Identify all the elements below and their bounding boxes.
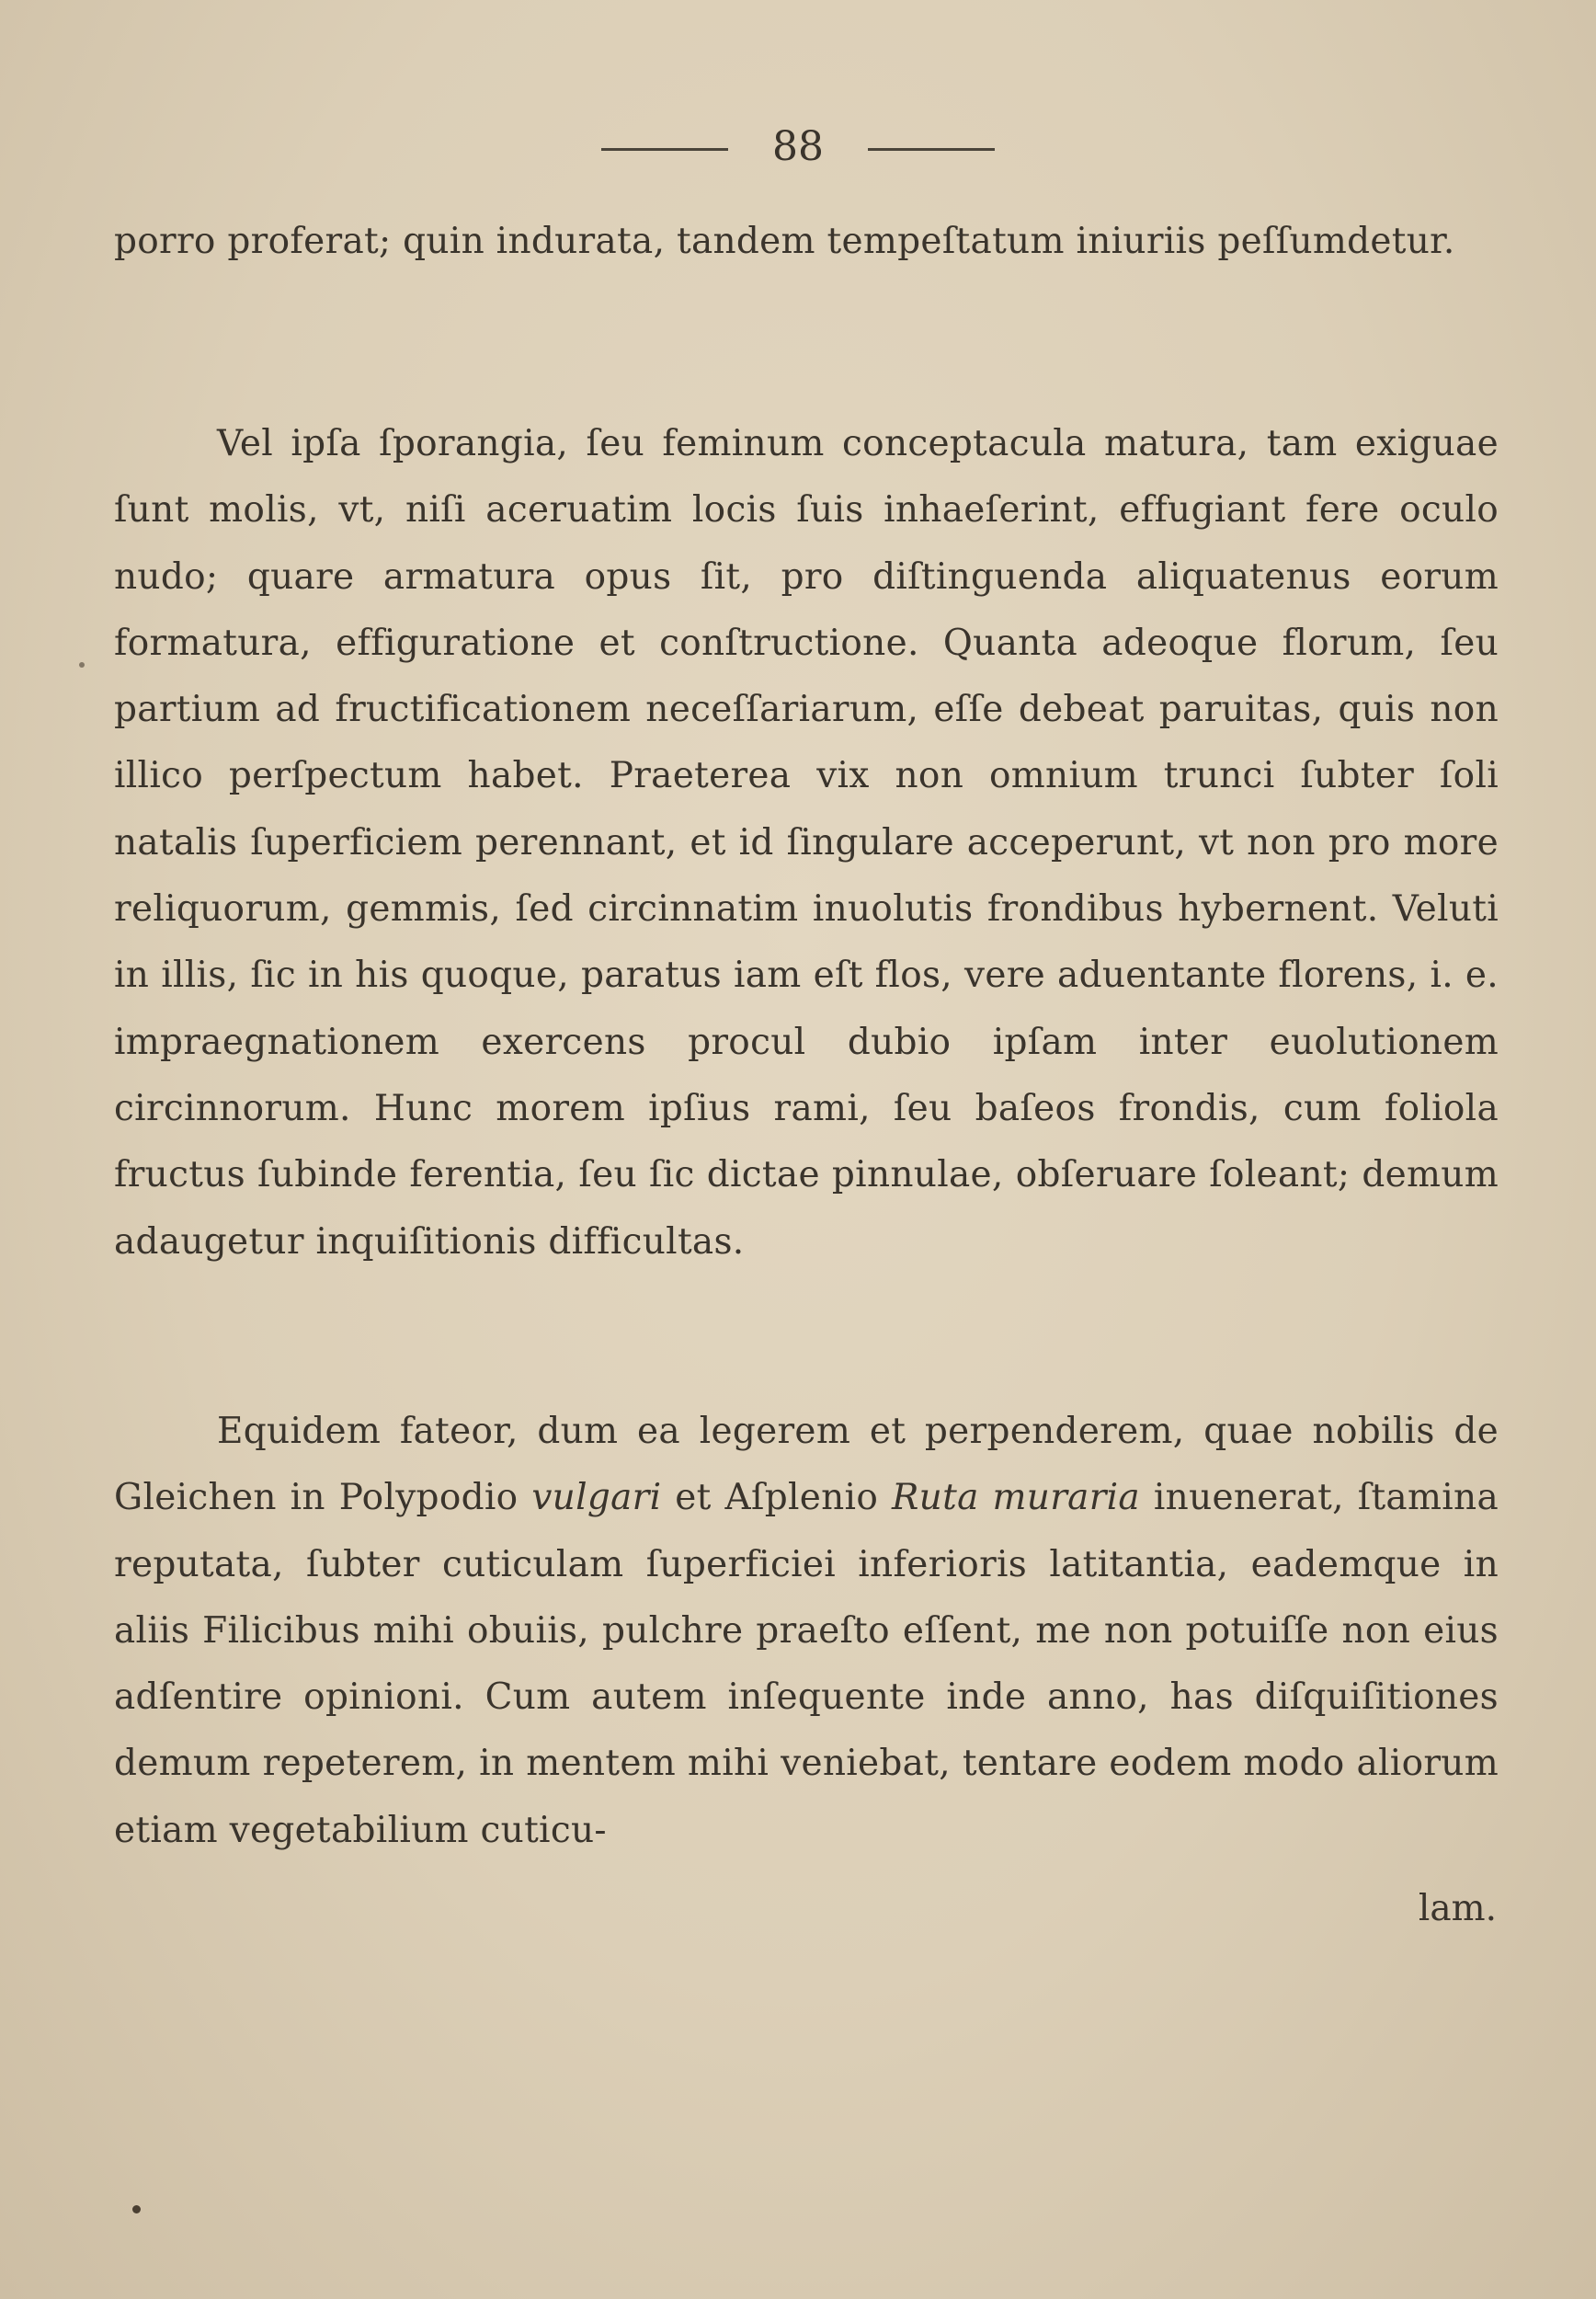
foxing-spot [79, 662, 85, 668]
header-rule-right [868, 148, 995, 151]
catchword: lam. [1418, 1888, 1497, 1929]
header-rule-left [601, 148, 728, 151]
paragraph-sporangia [114, 411, 1499, 1275]
page-number: 88 [772, 123, 824, 170]
paragraph-text-middle: et Aſplenio [661, 1477, 893, 1519]
species-name-vulgari: vulgari [531, 1477, 662, 1519]
page-header [0, 118, 1596, 177]
paragraph-gleichen [114, 1399, 1499, 1864]
paragraph-text: Vel ipſa ſporangia, ſeu feminum conceptacula matura, tam exiguae ſunt molis, vt, niſi aceruatim locis ſuis inhaeſerint, effugiant fere oculo nudo; quare armatura opus ſit, pro diſtinguenda aliquatenus eorum formatura, effiguratione et conſtructione. Quanta adeoque florum, ſeu partium ad fructificationem neceſſariarum, eſſe debeat paruitas, quis non illico perſpectum habet. Praeterea vix non omnium trunci ſubter ſoli natalis ſuperficiem perennant, et id ſingulare acceperunt, vt non pro more reliquorum, gemmis, ſed circinnatim inuolutis frondibus hybernent. Veluti in illis, ſic in his quoque, paratus iam eſt flos, vere aduentante florens, i. e. impraegnationem exercens procul dubio ipſam inter euolutionem circinnorum. Hunc morem ipſius rami, ſeu baſeos frondis, cum foliola fructus ſubinde ferentia, ſeu ſic dictae pinnulae, obſeruare ſoleant; demum adaugetur inquiſitionis difficultas. [114, 423, 1499, 1263]
paragraph-text-after: inuenerat, ſtamina reputata, ſubter cuticulam ſuperficiei inferioris latitantia, eademque in aliis Filicibus mihi obuiis, pulchre praeſto eſſent, me non potuiſſe non eius adſentire opinioni. Cum autem inſequente inde anno, has diſquiſitiones demum repeterem, in mentem mihi veniebat, tentare eodem modo aliorum etiam vegetabilium cuticu- [114, 1477, 1499, 1851]
paragraph-text: porro proferat; quin indurata, tandem tempeſtatum iniuriis peſſumdetur. [114, 221, 1455, 262]
species-name-ruta-muraria: Ruta muraria [892, 1477, 1140, 1519]
foxing-spot [132, 2205, 141, 2213]
paragraph-continuation [114, 209, 1499, 275]
paragraph-text-before: Equidem fateor, dum ea legerem et perpenderem, quae nobilis de Gleichen in Polypodio [114, 1411, 1499, 1519]
